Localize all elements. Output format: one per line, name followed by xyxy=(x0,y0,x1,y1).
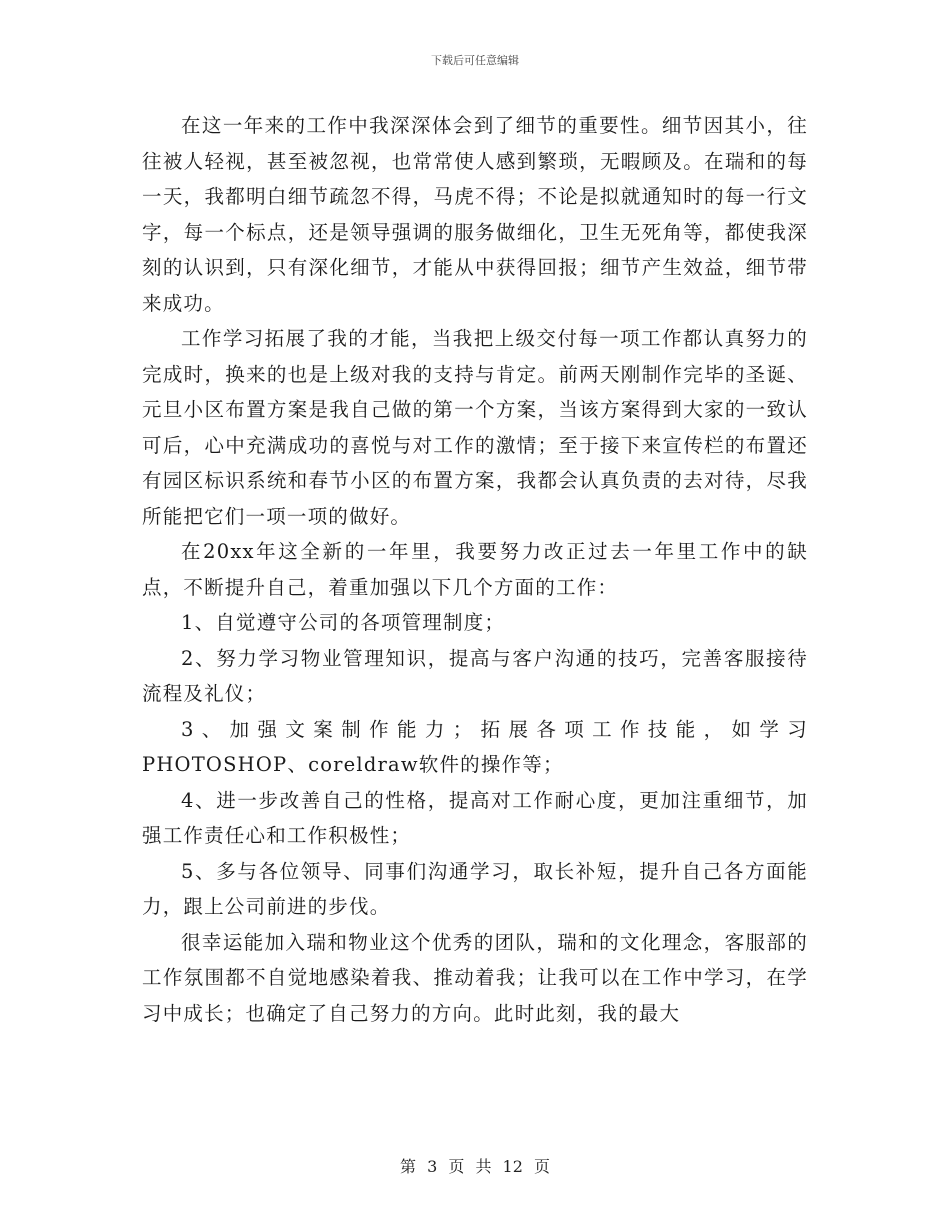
paragraph: 在20xx年这全新的一年里，我要努力改正过去一年里工作中的缺点，不断提升自己，着重加强以下几个方面的工作： xyxy=(142,540,808,599)
paragraph: 工作学习拓展了我的才能，当我把上级交付每一项工作都认真努力的完成时，换来的也是上级对我的支持与肯定。前两天刚制作完毕的圣诞、元旦小区布置方案是我自己做的第一个方案，当该方案得到大家的一致认可后，心中充满成功的喜悦与对工作的激情；至于接下来宣传栏的布置还有园区标识系统和春节小区的布置方案，我都会认真负责的去对待，尽我所能把它们一项一项的做好。 xyxy=(142,327,808,528)
list-item: 1、自觉遵守公司的各项管理制度； xyxy=(181,611,506,634)
list-item: 2、努力学习物业管理知识，提高与客户沟通的技巧，完善客服接待流程及礼仪； xyxy=(142,646,808,705)
document-body xyxy=(142,108,808,1031)
paragraph: 在这一年来的工作中我深深体会到了细节的重要性。细节因其小，往往被人轻视，甚至被忽视，也常常使人感到繁琐，无暇顾及。在瑞和的每一天，我都明白细节疏忽不得，马虎不得；不论是拟就通知时的每一行文字，每一个标点，还是领导强调的服务做细化，卫生无死角等，都使我深刻的认识到，只有深化细节，才能从中获得回报；细节产生效益，细节带来成功。 xyxy=(142,114,808,315)
list-item: 3、加强文案制作能力；拓展各项工作技能，如学习PHOTOSHOP、coreldraw软件的操作等； xyxy=(142,717,808,776)
page-number: 第 3 页 共 12 页 xyxy=(400,1157,550,1176)
paragraph: 很幸运能加入瑞和物业这个优秀的团队，瑞和的文化理念，客服部的工作氛围都不自觉地感染着我、推动着我；让我可以在工作中学习，在学习中成长；也确定了自己努力的方向。此时此刻，我的最大 xyxy=(142,930,808,1025)
page-header: 下载后可任意编辑 xyxy=(431,54,519,67)
list-item: 5、多与各位领导、同事们沟通学习，取长补短，提升自己各方面能力，跟上公司前进的步伐。 xyxy=(142,859,808,918)
list-item: 4、进一步改善自己的性格，提高对工作耐心度，更加注重细节，加强工作责任心和工作积极性； xyxy=(142,788,808,847)
